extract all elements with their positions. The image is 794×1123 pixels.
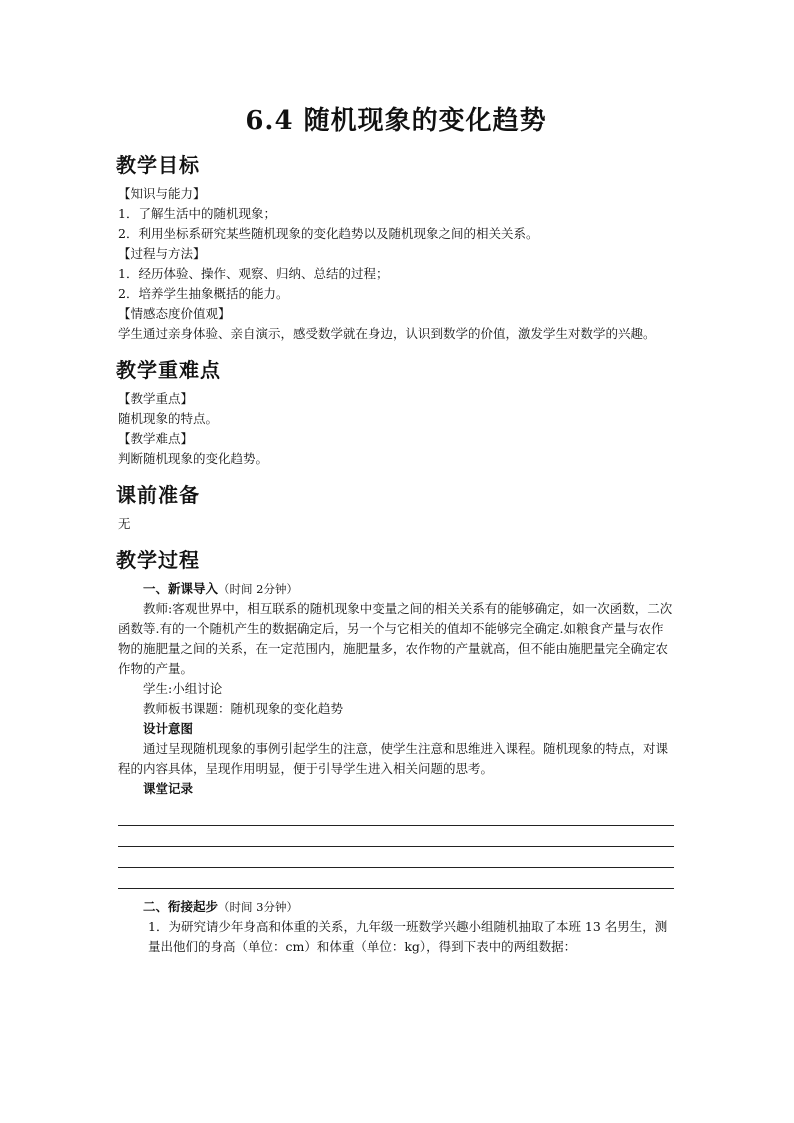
part2-heading [118,897,674,917]
design-label: 设计意图 [143,721,194,736]
record-line [118,805,674,826]
knowledge-label: 【知识与能力】 [118,186,206,201]
knowledge-item-2: 2．利用坐标系研究某些随机现象的变化趋势以及随机现象之间的相关关系。 [118,226,539,241]
record-line [118,826,674,847]
goals-heading: 教学目标 [116,153,200,177]
key-points-heading: 教学重难点 [116,358,221,382]
process-label: 【过程与方法】 [118,246,206,261]
emotion-text: 学生通过亲身体验、亲自演示，感受数学就在身边，认识到数学的价值，激发学生对数学的兴趣。 [118,326,656,341]
focus-label: 【教学重点】 [118,391,194,406]
part1-title: 一、新课导入 [143,581,219,596]
emotion-label: 【情感态度价值观】 [118,306,231,321]
record-lines [118,805,674,889]
document-title: 6.4 随机现象的变化趋势 [245,106,547,136]
student-text: 学生:小组讨论 [143,681,223,696]
part1-time: （时间 2分钟） [218,582,298,596]
document-page [118,100,674,957]
prep-text: 无 [118,516,131,531]
part2-time: （时间 3分钟） [218,900,298,914]
difficulty-text: 判断随机现象的变化趋势。 [118,451,269,466]
record-line [118,868,674,889]
process-item-2: 2．培养学生抽象概括的能力。 [118,286,289,301]
difficulty-label: 【教学难点】 [118,431,194,446]
process-item-1: 1．经历体验、操作、观察、归纳、总结的过程； [118,266,389,281]
knowledge-item-1: 1．了解生活中的随机现象； [118,206,276,221]
board-text: 教师板书课题：随机现象的变化趋势 [143,701,344,716]
part1-heading [118,579,674,599]
process-heading: 教学过程 [116,548,200,572]
focus-text: 随机现象的特点。 [118,411,219,426]
question-text: 1．为研究请少年身高和体重的关系，九年级一班数学兴趣小组随机抽取了本班 13 名男生，测量出他们的身高（单位：cm）和体重（单位：kg），得到下表中的两组数据： [148,919,668,954]
teacher-text: 教师:客观世界中，相互联系的随机现象中变量之间的相关关系有的能够确定，如一次函数，二次函数等.有的一个随机产生的数据确定后，另一个与它相关的值却不能够完全确定.如粮食产量与农作物的施肥量之间的关系，在一定范围内，施肥量多，农作物的产量就高，但不能由施肥量完全确定农作物的产量。 [118,601,673,676]
design-text: 通过呈现随机现象的事例引起学生的注意，使学生注意和思维进入课程。随机现象的特点，对课程的内容具体，呈现作用明显，便于引导学生进入相关问题的思考。 [118,741,669,776]
prep-heading: 课前准备 [116,483,200,507]
record-line [118,847,674,868]
record-label: 课堂记录 [143,781,194,796]
part2-title: 二、衔接起步 [143,899,219,914]
